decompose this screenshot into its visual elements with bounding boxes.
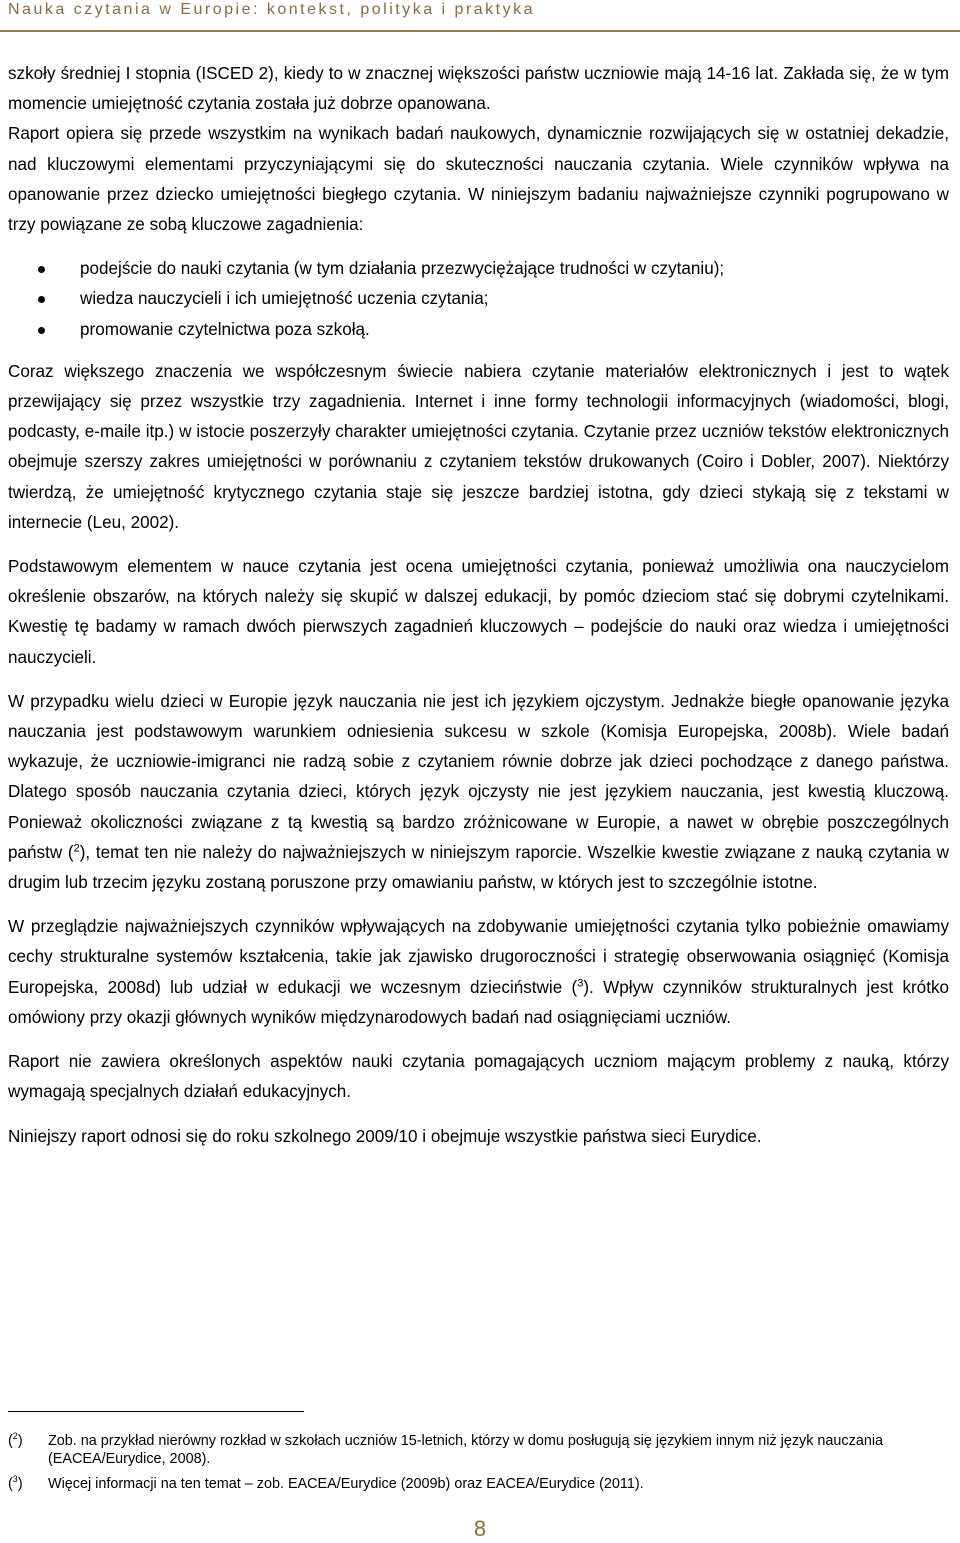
footnote-marker-close: ) [17, 1476, 23, 1492]
running-header [0, 0, 960, 21]
list-item-text: promowanie czytelnictwa poza szkołą. [80, 319, 370, 339]
paragraph-5-text-start: W przypadku wielu dzieci w Europie język nauczania nie jest ich językiem ojczystym. Jednakże biegłe opanowanie języka nauczania jest podstawowym warunkiem odniesienia sukcesu w szkole (Komisja Europejska, 2008b). Wiele badań wykazuje, że uczniowie-imigranci nie radzą sobie z czytaniem równie dobrze jak dzieci pochodzące z danego państwa. Dlatego sposób nauczania czytania dzieci, których język ojczysty nie jest językiem nauczania, jest kwestią kluczową. Ponieważ okoliczności związane z tą kwestią są bardzo zróżnicowane w Europie, a nawet w obrębie poszczególnych państw ( [8, 691, 949, 862]
footnote-marker-open: ( [8, 1476, 13, 1492]
paragraph-6-text-start: W przeglądzie najważniejszych czynników wpływających na zdobywanie umiejętności czytania tylko pobieżnie omawiamy cechy strukturalne systemów kształcenia, takie jak zjawisko drugoroczności i strategię obserwowania osiągnięć (Komisja Europejska, 2008d) lub udział w edukacji we wczesnym dzieciństwie ( [8, 917, 949, 997]
key-issues-list [8, 254, 949, 345]
paragraph-7: Raport nie zawiera określonych aspektów nauki czytania pomagających uczniom mającym problemy z nauką, którzy wymagają specjalnych działań edukacyjnych. [8, 1052, 949, 1102]
footnote-2 [8, 1432, 949, 1468]
footnote-marker-close: ) [17, 1433, 23, 1449]
footnote-3 [8, 1475, 949, 1493]
paragraph-8: Niniejszy raport odnosi się do roku szkolnego 2009/10 i obejmuje wszystkie państwa sieci Eurydice. [8, 1126, 762, 1146]
running-header-title: Nauka czytania w Europie: kontekst, polityka i praktyka [8, 1, 536, 18]
footnote-text: Więcej informacji na ten temat – zob. EACEA/Eurydice (2009b) oraz EACEA/Eurydice (2011). [48, 1476, 644, 1492]
paragraph-4: Podstawowym elementem w nauce czytania jest ocena umiejętności czytania, ponieważ umożliwia ona nauczycielom określenie obszarów, na których należy się skupić w dalszej edukacji, by pomóc dzieciom stać się dobrymi czytelnikami. Kwestię tę badamy w ramach dwóch pierwszych zagadnień kluczowych – podejście do nauki oraz wiedza i umiejętności nauczycieli. [8, 557, 949, 667]
list-item-text: wiedza nauczycieli i ich umiejętność uczenia czytania; [80, 289, 489, 309]
document-body [8, 59, 949, 1166]
footnote-marker-open: ( [8, 1433, 13, 1449]
bullet-icon [38, 327, 45, 334]
footnote-number: 3 [12, 1474, 18, 1485]
page-number: 8 [473, 1516, 487, 1541]
footnote-number: 2 [12, 1431, 18, 1442]
paragraph-6 [8, 912, 949, 1033]
header-divider [0, 30, 960, 32]
footnote-reference-3[interactable]: 3 [577, 977, 584, 989]
paragraph-6-text-end: ). Wpływ czynników strukturalnych jest krótko omówiony przy okazji głównych wyników międzynarodowych badań nad osiągnięciami uczniów. [8, 977, 949, 1027]
footnote-marker [8, 1475, 23, 1493]
list-item [8, 254, 949, 284]
paragraph-5-text-end: ), temat ten nie należy do najważniejszych w niniejszym raporcie. Wszelkie kwestie związane z nauką czytania w drugim lub trzecim języku zostaną poruszone przy omawianiu państw, w których jest to szczególnie istotne. [8, 842, 949, 893]
list-item-text: podejście do nauki czytania (w tym działania przezwyciężające trudności w czytaniu); [80, 259, 725, 279]
footnote-text: Zob. na przykład nierówny rozkład w szkołach uczniów 15-letnich, którzy w domu posługują się językiem innym niż język nauczania (EACEA/Eurydice, 2008). [48, 1433, 884, 1467]
list-item [8, 284, 949, 314]
paragraph-3: Coraz większego znaczenia we współczesnym świecie nabiera czytanie materiałów elektronicznych i jest to wątek przewijający się przez wszystkie trzy zagadnienia. Internet i inne formy technologii informacyjnych (wiadomości, blogi, podcasty, e-maile itp.) w istocie poszerzyły charakter umiejętności czytania. Czytanie przez uczniów tekstów elektronicznych obejmuje szerszy zakres umiejętności w porównaniu z czytaniem tekstów drukowanych (Coiro i Dobler, 2007). Niektórzy twierdzą, że umiejętność krytycznego czytania staje się jeszcze bardziej istotna, gdy dzieci stykają się z tekstami w internecie (Leu, 2002). [8, 361, 949, 532]
footnotes [8, 1432, 949, 1500]
paragraph-5 [8, 687, 949, 898]
footnote-reference-2[interactable]: 2 [73, 842, 80, 855]
footnote-separator [8, 1411, 304, 1412]
bullet-icon [38, 296, 45, 303]
paragraph-2: Raport opiera się przede wszystkim na wynikach badań naukowych, dynamicznie rozwijających się w ostatniej dekadzie, nad kluczowymi elementami przyczyniającymi się do skuteczności nauczania czytania. Wiele czynników wpływa na opanowanie przez dziecko umiejętności biegłego czytania. W niniejszym badaniu najważniejsze czynniki pogrupowano w trzy powiązane ze sobą kluczowe zagadnienia: [8, 124, 949, 235]
paragraph-1: szkoły średniej I stopnia (ISCED 2), kiedy to w znacznej większości państw uczniowie mają 14-16 lat. Zakłada się, że w tym momencie umiejętność czytania została już dobrze opanowana. [8, 64, 949, 114]
footnote-marker [8, 1432, 23, 1450]
list-item [8, 315, 949, 345]
bullet-icon [38, 266, 45, 273]
